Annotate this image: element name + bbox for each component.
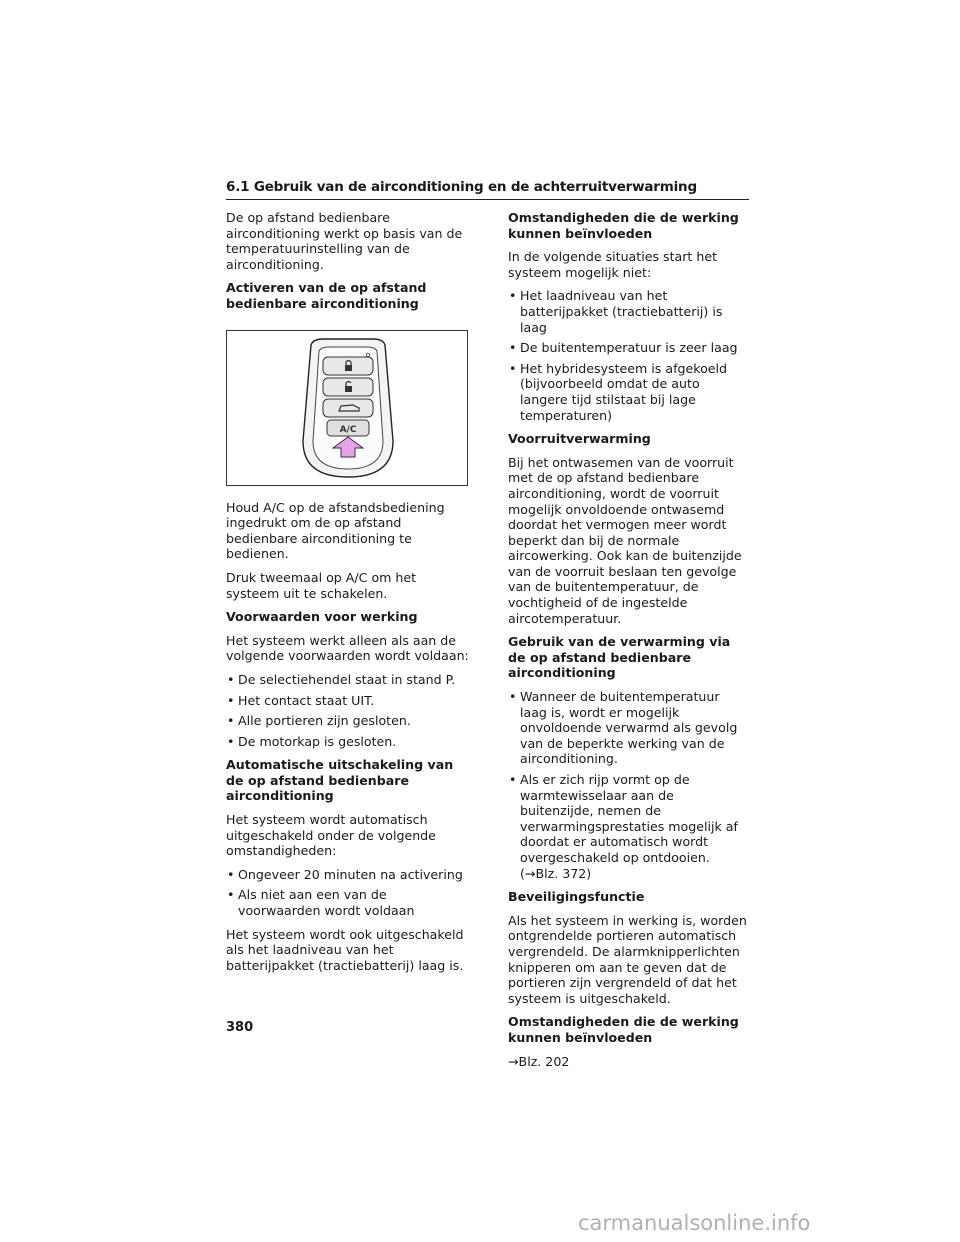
conditions-intro: Het systeem werkt alleen als aan de volgende voorwaarden wordt voldaan:: [226, 632, 469, 664]
section-title: 6.1 Gebruik van de airconditioning en de achterruitverwarming: [226, 179, 697, 195]
autooff-list: [226, 867, 472, 919]
heating-list: [508, 689, 748, 881]
watermark: carmanualsonline.info: [578, 1211, 811, 1235]
influence-heading: Omstandigheden die de werking kunnen beïnvloeden: [508, 210, 739, 241]
intro-paragraph: De op afstand bedienbare airconditioning werkt op basis van de temperatuurinstelling van de airconditioning.: [226, 210, 463, 272]
page-number: 380: [226, 1020, 254, 1035]
list-item: • Het laadniveau van het batterijpakket (tractiebatterij) is laag: [508, 288, 748, 335]
lock-icon: [345, 365, 352, 371]
windshield-heading: Voorruitverwarming: [508, 431, 651, 447]
hold-instruction: Houd A/C op de afstandsbediening ingedrukt om de op afstand bedienbare airconditioning te bedienen.: [226, 499, 445, 562]
trunk-button: [323, 399, 373, 417]
ac-button-label: A/C: [339, 424, 357, 435]
list-item: • Ongeveer 20 minuten na activering: [226, 867, 472, 883]
list-item: • De motorkap is gesloten.: [226, 734, 472, 750]
list-item: • Alle portieren zijn gesloten.: [226, 713, 472, 729]
list-item: • Als er zich rijp vormt op de warmtewisselaar aan de buitenzijde, nemen de verwarmingsprestaties mogelijk af doordat er automatisch wordt overgeschakeld op ontdooien. (→Blz. 372): [508, 772, 748, 881]
page-reference-link[interactable]: →Blz. 202: [508, 1053, 570, 1069]
influence-list: [508, 288, 748, 423]
left-column: [226, 210, 472, 981]
security-heading: Beveiligingsfunctie: [508, 889, 645, 905]
list-item: • Het contact staat UIT.: [226, 693, 472, 709]
influence-intro: In de volgende situaties start het systeem mogelijk niet:: [508, 249, 718, 280]
security-text: Als het systeem in werking is, worden ontgrendelde portieren automatisch vergrendeld. De alarmknipperlichten knipperen om aan te geven dat de portieren zijn vergrendeld of dat het systeem is uitgeschakeld.: [508, 912, 747, 1006]
list-item: • Het hybridesysteem is afgekoeld (bijvoorbeeld omdat de auto langere tijd stilstaat bij lage temperaturen): [508, 361, 748, 423]
unlock-icon: [345, 386, 352, 392]
list-item: • Als niet aan een van de voorwaarden wordt voldaan: [226, 887, 472, 918]
list-item: • De selectiehendel staat in stand P.: [226, 672, 472, 688]
conditions-list: [226, 672, 472, 749]
influence2-heading: Omstandigheden die de werking kunnen beïnvloeden: [508, 1014, 739, 1045]
autooff-note: Het systeem wordt ook uitgeschakeld als het laadniveau van het batterijpakket (tractiebatterij) laag is.: [226, 926, 464, 973]
conditions-heading: Voorwaarden voor werking: [226, 609, 418, 625]
activate-heading: Activeren van de op afstand bedienbare airconditioning: [226, 280, 427, 311]
list-item: • Wanneer de buitentemperatuur laag is, wordt er mogelijk onvoldoende verwarmd als gevolg van de beperkte werking van de airconditioning.: [508, 689, 748, 767]
autooff-intro: Het systeem wordt automatisch uitgeschakeld onder de volgende omstandigheden:: [226, 812, 436, 859]
remote-key-fob-icon: [227, 331, 467, 485]
autooff-heading: Automatische uitschakeling van de op afstand bedienbare airconditioning: [226, 757, 454, 804]
list-item: • De buitentemperatuur is zeer laag: [508, 340, 748, 356]
heating-heading: Gebruik van de verwarming via de op afstand bedienbare airconditioning: [508, 634, 731, 681]
press-instruction: Druk tweemaal op A/C om het systeem uit te schakelen.: [226, 569, 417, 601]
section-header: [226, 179, 749, 200]
windshield-text: Bij het ontwasemen van de voorruit met de op afstand bedienbare airconditioning, wordt de voorruit mogelijk onvoldoende ontwasemd doordat het vermogen meer wordt beperkt dan bij de normale aircowerking. Ook kan de buitenzijde van de voorruit beslaan ten gevolge van de buitentemperatuur, de vochtigheid of de ingestelde aircotemperatuur.: [508, 454, 742, 626]
right-column: [508, 210, 748, 1077]
remote-key-figure: [226, 330, 468, 486]
